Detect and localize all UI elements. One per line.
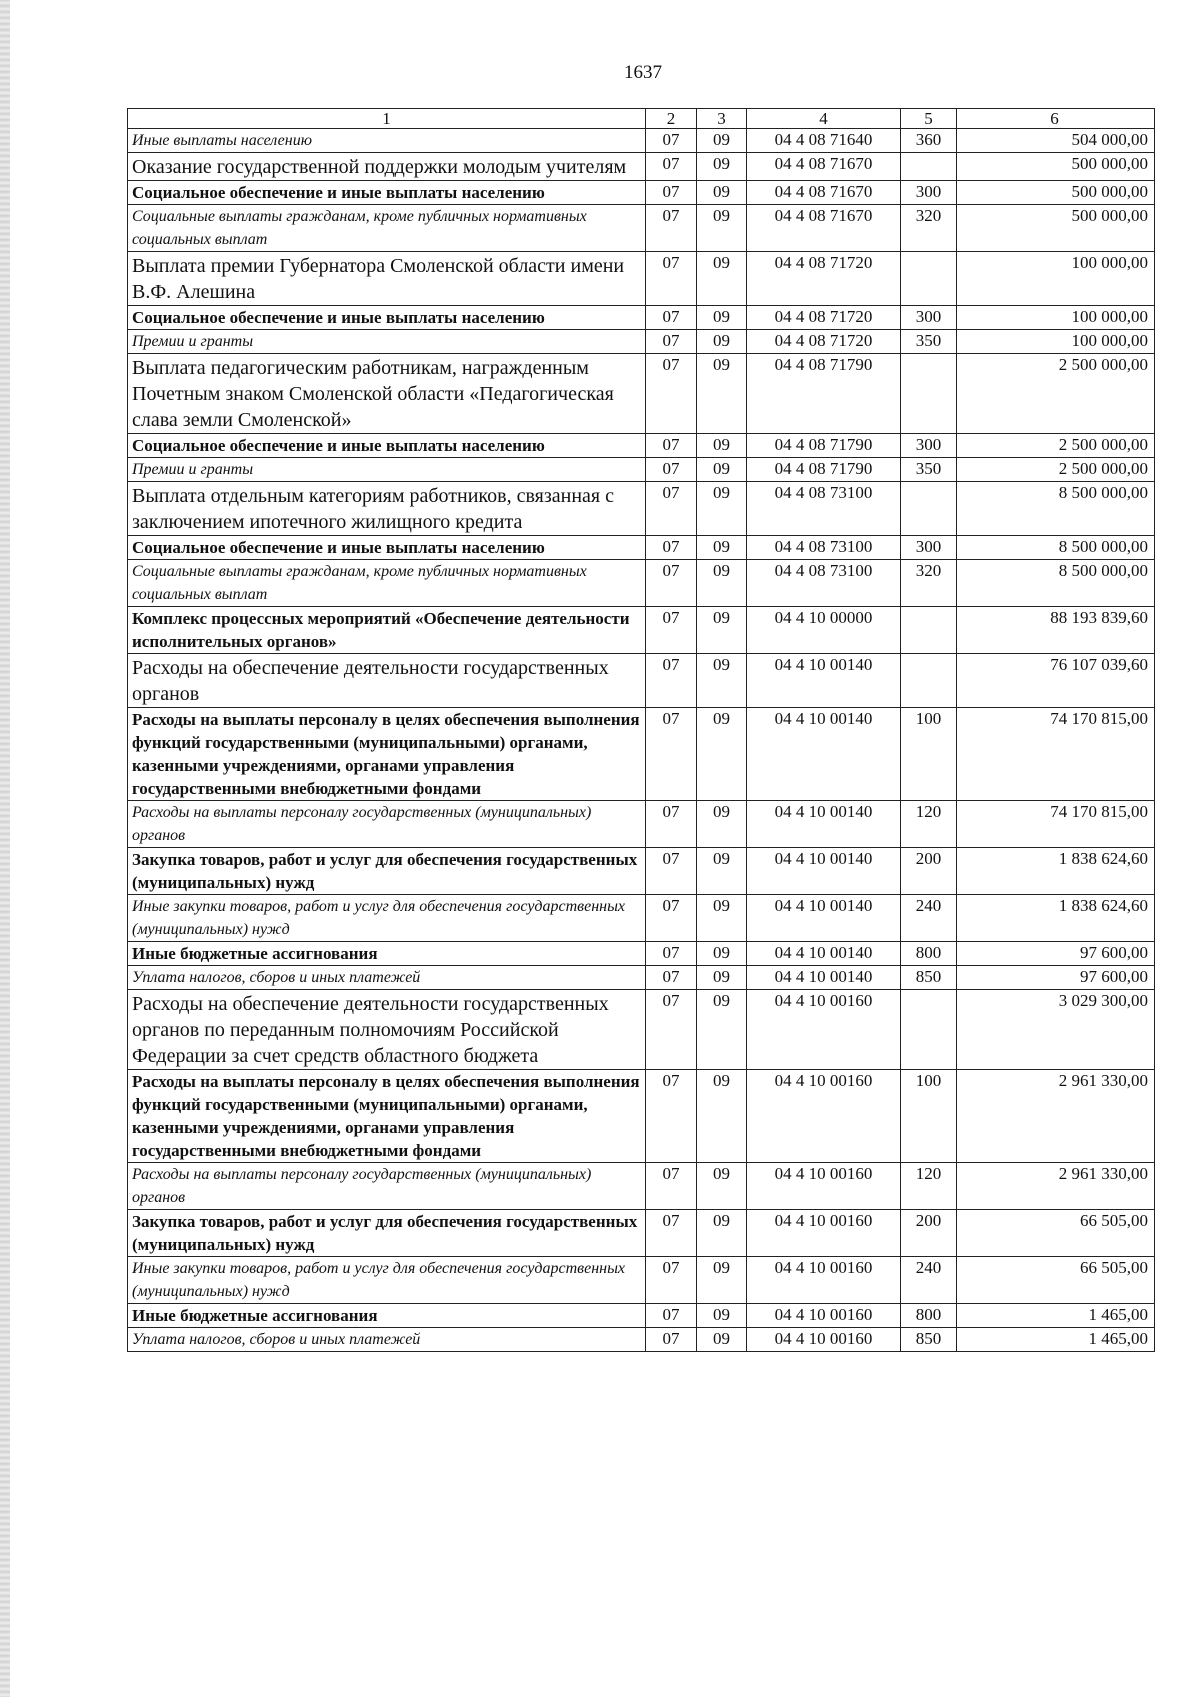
target-article-cell: 04 4 08 71720 [747, 330, 901, 354]
header-cell: 1 [128, 109, 646, 129]
target-article-cell: 04 4 10 00000 [747, 607, 901, 654]
table-row [128, 354, 1155, 434]
expense-type-cell: 300 [901, 306, 957, 330]
subsection-code-cell: 09 [697, 848, 747, 895]
amount-cell: 8 500 000,00 [957, 482, 1155, 536]
subsection-code-cell: 09 [697, 607, 747, 654]
item-name-cell: Премии и гранты [128, 330, 646, 354]
header-cell: 2 [646, 109, 697, 129]
expense-type-cell [901, 607, 957, 654]
page-number: 1637 [624, 62, 662, 83]
amount-cell: 504 000,00 [957, 129, 1155, 153]
target-article-cell: 04 4 10 00140 [747, 848, 901, 895]
header-cell: 3 [697, 109, 747, 129]
expense-type-cell: 200 [901, 1210, 957, 1257]
table-row [128, 654, 1155, 708]
target-article-cell: 04 4 08 71670 [747, 205, 901, 252]
table-row [128, 1257, 1155, 1304]
expense-type-cell [901, 153, 957, 181]
subsection-code-cell: 09 [697, 458, 747, 482]
header-cell: 4 [747, 109, 901, 129]
table-row [128, 560, 1155, 607]
item-name-cell: Иные закупки товаров, работ и услуг для обеспечения государственных (муниципальных) нужд [128, 1257, 646, 1304]
expense-type-cell: 800 [901, 942, 957, 966]
target-article-cell: 04 4 10 00160 [747, 1257, 901, 1304]
subsection-code-cell: 09 [697, 966, 747, 990]
item-name-cell: Оказание государственной поддержки молодым учителям [128, 153, 646, 181]
subsection-code-cell: 09 [697, 252, 747, 306]
amount-cell: 88 193 839,60 [957, 607, 1155, 654]
table-row [128, 801, 1155, 848]
item-name-cell: Выплата отдельным категориям работников, связанная с заключением ипотечного жилищного кредита [128, 482, 646, 536]
target-article-cell: 04 4 08 71640 [747, 129, 901, 153]
table-row [128, 848, 1155, 895]
subsection-code-cell: 09 [697, 1304, 747, 1328]
table-row [128, 129, 1155, 153]
section-code-cell: 07 [646, 434, 697, 458]
expense-type-cell: 350 [901, 458, 957, 482]
section-code-cell: 07 [646, 801, 697, 848]
amount-cell: 2 500 000,00 [957, 458, 1155, 482]
subsection-code-cell: 09 [697, 990, 747, 1070]
amount-cell: 500 000,00 [957, 205, 1155, 252]
section-code-cell: 07 [646, 354, 697, 434]
expense-type-cell: 300 [901, 536, 957, 560]
section-code-cell: 07 [646, 306, 697, 330]
amount-cell: 97 600,00 [957, 942, 1155, 966]
section-code-cell: 07 [646, 1304, 697, 1328]
section-code-cell: 07 [646, 482, 697, 536]
expense-type-cell: 120 [901, 1163, 957, 1210]
subsection-code-cell: 09 [697, 181, 747, 205]
target-article-cell: 04 4 10 00160 [747, 1304, 901, 1328]
section-code-cell: 07 [646, 990, 697, 1070]
target-article-cell: 04 4 08 71720 [747, 306, 901, 330]
target-article-cell: 04 4 08 71670 [747, 153, 901, 181]
table-row [128, 607, 1155, 654]
section-code-cell: 07 [646, 607, 697, 654]
section-code-cell: 07 [646, 458, 697, 482]
subsection-code-cell: 09 [697, 536, 747, 560]
target-article-cell: 04 4 10 00140 [747, 654, 901, 708]
target-article-cell: 04 4 10 00140 [747, 942, 901, 966]
item-name-cell: Расходы на обеспечение деятельности государственных органов по переданным полномочиям Российской Федерации за счет средств областного бюджета [128, 990, 646, 1070]
amount-cell: 1 465,00 [957, 1328, 1155, 1352]
expense-type-cell: 100 [901, 1070, 957, 1163]
expense-type-cell: 300 [901, 434, 957, 458]
amount-cell: 8 500 000,00 [957, 536, 1155, 560]
target-article-cell: 04 4 08 71790 [747, 434, 901, 458]
item-name-cell: Уплата налогов, сборов и иных платежей [128, 1328, 646, 1352]
item-name-cell: Расходы на обеспечение деятельности государственных органов [128, 654, 646, 708]
expense-type-cell: 360 [901, 129, 957, 153]
item-name-cell: Премии и гранты [128, 458, 646, 482]
item-name-cell: Расходы на выплаты персоналу государственных (муниципальных) органов [128, 801, 646, 848]
target-article-cell: 04 4 08 71670 [747, 181, 901, 205]
item-name-cell: Социальное обеспечение и иные выплаты населению [128, 536, 646, 560]
section-code-cell: 07 [646, 536, 697, 560]
subsection-code-cell: 09 [697, 153, 747, 181]
target-article-cell: 04 4 08 73100 [747, 560, 901, 607]
amount-cell: 500 000,00 [957, 153, 1155, 181]
section-code-cell: 07 [646, 330, 697, 354]
table-row [128, 252, 1155, 306]
table-row [128, 1070, 1155, 1163]
table-row [128, 330, 1155, 354]
amount-cell: 2 961 330,00 [957, 1070, 1155, 1163]
subsection-code-cell: 09 [697, 708, 747, 801]
section-code-cell: 07 [646, 181, 697, 205]
section-code-cell: 07 [646, 1163, 697, 1210]
item-name-cell: Закупка товаров, работ и услуг для обеспечения государственных (муниципальных) нужд [128, 848, 646, 895]
amount-cell: 2 961 330,00 [957, 1163, 1155, 1210]
amount-cell: 2 500 000,00 [957, 354, 1155, 434]
subsection-code-cell: 09 [697, 1070, 747, 1163]
table-header-row [128, 109, 1155, 129]
scan-edge [0, 0, 10, 1697]
target-article-cell: 04 4 10 00140 [747, 895, 901, 942]
item-name-cell: Комплекс процессных мероприятий «Обеспечение деятельности исполнительных органов» [128, 607, 646, 654]
subsection-code-cell: 09 [697, 129, 747, 153]
item-name-cell: Расходы на выплаты персоналу в целях обеспечения выполнения функций государственными (муниципальными) органами, казенными учреждениями, органами управления государственными внебюджетными фондами [128, 1070, 646, 1163]
budget-table [127, 108, 1155, 1352]
section-code-cell: 07 [646, 153, 697, 181]
expense-type-cell: 240 [901, 895, 957, 942]
target-article-cell: 04 4 10 00140 [747, 801, 901, 848]
amount-cell: 76 107 039,60 [957, 654, 1155, 708]
target-article-cell: 04 4 10 00160 [747, 1210, 901, 1257]
amount-cell: 100 000,00 [957, 252, 1155, 306]
subsection-code-cell: 09 [697, 354, 747, 434]
item-name-cell: Иные бюджетные ассигнования [128, 1304, 646, 1328]
target-article-cell: 04 4 10 00140 [747, 966, 901, 990]
subsection-code-cell: 09 [697, 1163, 747, 1210]
subsection-code-cell: 09 [697, 560, 747, 607]
subsection-code-cell: 09 [697, 482, 747, 536]
expense-type-cell: 300 [901, 181, 957, 205]
table-row [128, 942, 1155, 966]
subsection-code-cell: 09 [697, 801, 747, 848]
subsection-code-cell: 09 [697, 1257, 747, 1304]
subsection-code-cell: 09 [697, 1328, 747, 1352]
item-name-cell: Социальное обеспечение и иные выплаты населению [128, 181, 646, 205]
section-code-cell: 07 [646, 1210, 697, 1257]
amount-cell: 1 838 624,60 [957, 895, 1155, 942]
expense-type-cell [901, 354, 957, 434]
section-code-cell: 07 [646, 205, 697, 252]
table-row [128, 990, 1155, 1070]
item-name-cell: Социальное обеспечение и иные выплаты населению [128, 306, 646, 330]
amount-cell: 74 170 815,00 [957, 801, 1155, 848]
section-code-cell: 07 [646, 1328, 697, 1352]
table-row [128, 181, 1155, 205]
expense-type-cell: 200 [901, 848, 957, 895]
expense-type-cell [901, 252, 957, 306]
target-article-cell: 04 4 10 00160 [747, 990, 901, 1070]
amount-cell: 66 505,00 [957, 1210, 1155, 1257]
expense-type-cell: 240 [901, 1257, 957, 1304]
item-name-cell: Социальные выплаты гражданам, кроме публичных нормативных социальных выплат [128, 560, 646, 607]
item-name-cell: Выплата премии Губернатора Смоленской области имени В.Ф. Алешина [128, 252, 646, 306]
expense-type-cell: 100 [901, 708, 957, 801]
item-name-cell: Иные выплаты населению [128, 129, 646, 153]
table-row [128, 482, 1155, 536]
section-code-cell: 07 [646, 942, 697, 966]
item-name-cell: Расходы на выплаты персоналу государственных (муниципальных) органов [128, 1163, 646, 1210]
amount-cell: 97 600,00 [957, 966, 1155, 990]
expense-type-cell: 850 [901, 966, 957, 990]
subsection-code-cell: 09 [697, 895, 747, 942]
subsection-code-cell: 09 [697, 654, 747, 708]
target-article-cell: 04 4 08 73100 [747, 536, 901, 560]
amount-cell: 100 000,00 [957, 330, 1155, 354]
table-row [128, 708, 1155, 801]
table-row [128, 1328, 1155, 1352]
amount-cell: 66 505,00 [957, 1257, 1155, 1304]
budget-table-body [128, 109, 1155, 1352]
section-code-cell: 07 [646, 1257, 697, 1304]
section-code-cell: 07 [646, 252, 697, 306]
target-article-cell: 04 4 08 71720 [747, 252, 901, 306]
item-name-cell: Социальное обеспечение и иные выплаты населению [128, 434, 646, 458]
expense-type-cell [901, 482, 957, 536]
subsection-code-cell: 09 [697, 434, 747, 458]
header-cell: 5 [901, 109, 957, 129]
subsection-code-cell: 09 [697, 205, 747, 252]
target-article-cell: 04 4 10 00160 [747, 1328, 901, 1352]
item-name-cell: Социальные выплаты гражданам, кроме публичных нормативных социальных выплат [128, 205, 646, 252]
target-article-cell: 04 4 08 71790 [747, 354, 901, 434]
amount-cell: 74 170 815,00 [957, 708, 1155, 801]
target-article-cell: 04 4 08 71790 [747, 458, 901, 482]
section-code-cell: 07 [646, 129, 697, 153]
item-name-cell: Выплата педагогическим работникам, награжденным Почетным знаком Смоленской области «Педагогическая слава земли Смоленской» [128, 354, 646, 434]
expense-type-cell: 800 [901, 1304, 957, 1328]
amount-cell: 8 500 000,00 [957, 560, 1155, 607]
table-row [128, 458, 1155, 482]
target-article-cell: 04 4 10 00160 [747, 1070, 901, 1163]
target-article-cell: 04 4 08 73100 [747, 482, 901, 536]
subsection-code-cell: 09 [697, 1210, 747, 1257]
table-row [128, 895, 1155, 942]
expense-type-cell: 320 [901, 205, 957, 252]
target-article-cell: 04 4 10 00160 [747, 1163, 901, 1210]
amount-cell: 2 500 000,00 [957, 434, 1155, 458]
item-name-cell: Закупка товаров, работ и услуг для обеспечения государственных (муниципальных) нужд [128, 1210, 646, 1257]
table-row [128, 966, 1155, 990]
amount-cell: 3 029 300,00 [957, 990, 1155, 1070]
item-name-cell: Уплата налогов, сборов и иных платежей [128, 966, 646, 990]
expense-type-cell: 120 [901, 801, 957, 848]
expense-type-cell [901, 990, 957, 1070]
subsection-code-cell: 09 [697, 330, 747, 354]
amount-cell: 1 838 624,60 [957, 848, 1155, 895]
expense-type-cell [901, 654, 957, 708]
section-code-cell: 07 [646, 708, 697, 801]
section-code-cell: 07 [646, 654, 697, 708]
table-row [128, 536, 1155, 560]
table-row [128, 1163, 1155, 1210]
section-code-cell: 07 [646, 895, 697, 942]
expense-type-cell: 320 [901, 560, 957, 607]
amount-cell: 1 465,00 [957, 1304, 1155, 1328]
header-cell: 6 [957, 109, 1155, 129]
target-article-cell: 04 4 10 00140 [747, 708, 901, 801]
table-row [128, 1210, 1155, 1257]
section-code-cell: 07 [646, 966, 697, 990]
table-row [128, 434, 1155, 458]
table-row [128, 205, 1155, 252]
amount-cell: 100 000,00 [957, 306, 1155, 330]
section-code-cell: 07 [646, 560, 697, 607]
item-name-cell: Иные бюджетные ассигнования [128, 942, 646, 966]
subsection-code-cell: 09 [697, 306, 747, 330]
table-row [128, 153, 1155, 181]
item-name-cell: Расходы на выплаты персоналу в целях обеспечения выполнения функций государственными (муниципальными) органами, казенными учреждениями, органами управления государственными внебюджетными фондами [128, 708, 646, 801]
table-row [128, 1304, 1155, 1328]
expense-type-cell: 850 [901, 1328, 957, 1352]
section-code-cell: 07 [646, 848, 697, 895]
subsection-code-cell: 09 [697, 942, 747, 966]
amount-cell: 500 000,00 [957, 181, 1155, 205]
section-code-cell: 07 [646, 1070, 697, 1163]
item-name-cell: Иные закупки товаров, работ и услуг для обеспечения государственных (муниципальных) нужд [128, 895, 646, 942]
table-row [128, 306, 1155, 330]
expense-type-cell: 350 [901, 330, 957, 354]
